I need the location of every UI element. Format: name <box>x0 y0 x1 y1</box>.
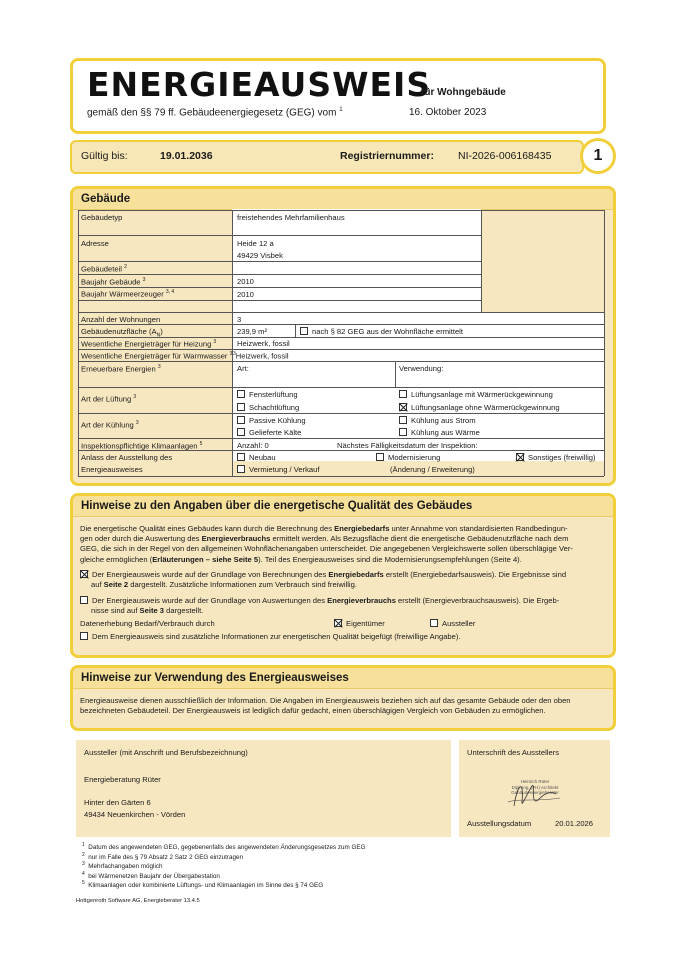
checked-checkbox-icon <box>80 570 88 578</box>
checkbox-icon <box>399 428 407 436</box>
usable-area-value: 239,9 m² <box>237 327 267 336</box>
footnote-5: $^5$ Klimaanlagen oder kombinierte Lüftungs- und Klimaanlagen im Sinne des § 74 GEG <box>82 880 324 890</box>
modernisation-sublabel: (Änderung / Erweiterung) <box>390 465 475 474</box>
ventilation-with-recovery-checkbox[interactable]: Lüftungsanlage mit Wärmerückgewinnung <box>399 390 553 399</box>
issuer-name: Energieberatung Rüter <box>84 775 161 784</box>
usable-area-label: Gebäudenutzfläche $(A_N)$ <box>81 327 163 339</box>
hot-water-energy-value: $^3$Heizwerk, fossil <box>233 351 289 361</box>
checkbox-icon <box>430 619 438 627</box>
owner-collection-checkbox[interactable]: Eigentümer <box>334 619 385 629</box>
issuer-stamp: Heinrich Rüter Dipl.-Ing. (FH) Architekt Gebäudeenergieberater <box>511 779 559 795</box>
page-number-badge: 1 <box>580 138 616 174</box>
address-street: Heide 12 a <box>237 239 274 248</box>
footnote-3: $^3$ Mehrfachangaben möglich <box>82 861 163 871</box>
shaft-ventilation-checkbox[interactable]: Schachtlüftung <box>237 403 299 412</box>
issuer-city: 49434 Neuenkirchen - Vörden <box>84 810 186 819</box>
heat-generator-year-value: 2010 <box>237 290 254 299</box>
ac-inspection-label: Inspektionspflichtige Klimaanlagen $^5$ <box>81 441 203 451</box>
additional-info-option[interactable]: Dem Energieausweis sind zusätzliche Informationen zur energetischen Qualität beigefügt (freiwillige Angabe). <box>80 632 461 642</box>
checked-checkbox-icon <box>516 453 524 461</box>
checked-checkbox-icon <box>334 619 342 627</box>
cooling-label: Art der Kühlung $^3$ <box>81 420 139 430</box>
address-city: 49429 Visbek <box>237 251 283 260</box>
checkbox-icon <box>376 453 384 461</box>
renewable-energy-usage: Verwendung: <box>399 364 444 373</box>
issue-date-label: Ausstellungsdatum <box>467 819 532 828</box>
building-type-value: freistehendes Mehrfamilienhaus <box>237 213 345 222</box>
renewable-energy-label: Erneuerbare Energien $^3$ <box>81 364 161 374</box>
address-label: Adresse <box>81 239 109 248</box>
ventilation-without-recovery-checkbox[interactable]: Lüftungsanlage ohne Wärmerückgewinnung <box>399 403 560 412</box>
demand-certificate-option[interactable]: Der Energieausweis wurde auf der Grundlage von Berechnungen des Energiebedarfs erstellt (Energiebedarfsausweis). Die Ergebnisse sind auf Seite 2 dargestellt. Zusätzliche Informationen zum Verbrauch sind freiwillig. <box>80 570 602 590</box>
construction-year-value: 2010 <box>237 277 254 286</box>
building-part-label: Gebäudeteil $^2$ <box>81 264 127 274</box>
issue-date-value: 20.01.2026 <box>555 819 594 828</box>
checkbox-icon <box>80 596 88 604</box>
signature-label: Unterschrift des Ausstellers <box>467 748 560 757</box>
law-reference: gemäß den §§ 79 ff. Gebäudeenergiegesetz (GEG) vom $^1$ <box>87 107 343 119</box>
new-building-checkbox[interactable]: Neubau <box>237 453 276 462</box>
software-credit: Hottgenroth Software AG, Energieberater 13.4.5 <box>76 898 200 904</box>
usage-notes-title: Hinweise zur Verwendung des Energieausweises <box>73 668 613 689</box>
footnote-1: $^1$ Datum des angewendeten GEG, gegebenenfalls des angewendeten Änderungsgesetzes zum GEG <box>82 842 366 852</box>
ac-count: Anzahl: 0 <box>237 441 269 450</box>
delivered-cold-checkbox[interactable]: Gelieferte Kälte <box>237 428 301 437</box>
checkbox-icon <box>237 465 245 473</box>
apartment-count-label: Anzahl der Wohnungen <box>81 315 161 324</box>
data-collection-label: Datenerhebung Bedarf/Verbrauch durch <box>80 619 215 628</box>
construction-year-label: Baujahr Gebäude $^3$ <box>81 277 146 287</box>
quality-notes-title: Hinweise zu den Angaben über die energetische Qualität des Gebäudes <box>73 496 613 517</box>
signature-scribble <box>500 772 566 812</box>
issuer-label: Aussteller (mit Anschrift und Berufsbezeichnung) <box>84 748 248 757</box>
checkbox-icon <box>237 416 245 424</box>
checkbox-icon <box>237 453 245 461</box>
renewable-energy-type: Art: <box>237 364 249 373</box>
building-section-title: Gebäude <box>73 189 613 210</box>
electric-cooling-checkbox[interactable]: Kühlung aus Strom <box>399 416 476 425</box>
checked-checkbox-icon <box>399 403 407 411</box>
issue-reason-label-2: Energieausweises <box>81 465 143 474</box>
building-type-label: Gebäudetyp <box>81 213 123 222</box>
law-date: 16. Oktober 2023 <box>409 107 487 118</box>
issue-reason-label: Anlass der Ausstellung des <box>81 453 173 462</box>
checkbox-icon <box>399 390 407 398</box>
footnote-4: $^4$ bei Wärmenetzen Baujahr der Übergabestation <box>82 870 220 880</box>
other-reason-checkbox[interactable]: Sonstiges (freiwillig) <box>516 453 596 462</box>
quality-intro-paragraph: Die energetische Qualität eines Gebäudes kann durch die Berechnung des Energiebedarfs unter Annahme von standardisierten Randbedingun- gen oder durch die Auswertung des Energieverbrauchs ermittelt werden. Als Bezugsfläche dient die energetische Gebäudenutzfläche nach dem GEG, die sich in der Regel von den allgemeinen Wohnflächenangaben unterscheidet. Die angegebenen Vergleichswerte sollen überschlägige Ver- gleiche ermöglichen (Erläuterungen – siehe Seite 5). Teil des Energieausweises sind die Modernisierungsempfehlungen (Seite 4). <box>80 524 573 564</box>
issuer-street: Hinter den Gärten 6 <box>84 798 151 807</box>
footnote-2: $^2$ nur im Falle des § 79 Absatz 2 Satz 2 GEG einzutragen <box>82 851 243 861</box>
window-ventilation-checkbox[interactable]: Fensterlüftung <box>237 390 298 399</box>
heating-energy-label: Wesentliche Energieträger für Heizung $^3$ <box>81 339 217 349</box>
validity-bar <box>70 140 584 174</box>
issuer-collection-checkbox[interactable]: Aussteller <box>430 619 475 629</box>
apartment-count-value: 3 <box>237 315 242 324</box>
heat-generator-year-label: Baujahr Wärmeerzeuger $^{3, 4}$ <box>81 289 175 299</box>
hot-water-energy-label: Wesentliche Energieträger für Warmwasser $^3$ <box>81 351 233 361</box>
next-inspection-label: Nächstes Fälligkeitsdatum der Inspektion: <box>337 441 478 450</box>
checkbox-icon <box>80 632 88 640</box>
header-box <box>70 58 606 134</box>
passive-cooling-checkbox[interactable]: Passive Kühlung <box>237 416 306 425</box>
ventilation-label: Art der Lüftung $^3$ <box>81 394 137 404</box>
heating-energy-value: Heizwerk, fossil <box>237 339 290 348</box>
checkbox-icon <box>237 403 245 411</box>
registration-label: Registriernummer: <box>340 150 434 162</box>
checkbox-icon <box>237 428 245 436</box>
document-title: ENERGIEAUSWEIS <box>87 65 432 104</box>
heat-cooling-checkbox[interactable]: Kühlung aus Wärme <box>399 428 480 437</box>
modernisation-checkbox[interactable]: Modernisierung <box>376 453 440 462</box>
registration-number: NI-2026-006168435 <box>458 150 552 162</box>
consumption-certificate-option[interactable]: Der Energieausweis wurde auf der Grundlage von Auswertungen des Energieverbrauchs erstellt (Energieverbrauchsausweis). Die Ergeb- nisse sind auf Seite 3 dargestellt. <box>80 596 602 616</box>
checkbox-icon <box>399 416 407 424</box>
area-from-living-space-checkbox[interactable]: nach § 82 GEG aus der Wohnfläche ermittelt <box>300 327 463 336</box>
footnotes <box>82 842 366 890</box>
valid-until-value: 19.01.2036 <box>160 150 213 162</box>
checkbox-icon <box>237 390 245 398</box>
valid-until-label: Gültig bis: <box>81 150 128 162</box>
usage-notes-text: Energieausweise dienen ausschließlich der Information. Die Angaben im Energieausweis beziehen sich auf das gesamte Gebäude oder den oben bezeichneten Gebäudeteil. Der Energieausweis ist lediglich dafür gedacht, einen überschlägigen Vergleich von Gebäuden zu ermöglichen. <box>80 696 571 716</box>
rental-sale-checkbox[interactable]: Vermietung / Verkauf <box>237 465 320 474</box>
document-subtitle: für Wohngebäude <box>421 87 506 98</box>
checkbox-icon <box>300 327 308 335</box>
